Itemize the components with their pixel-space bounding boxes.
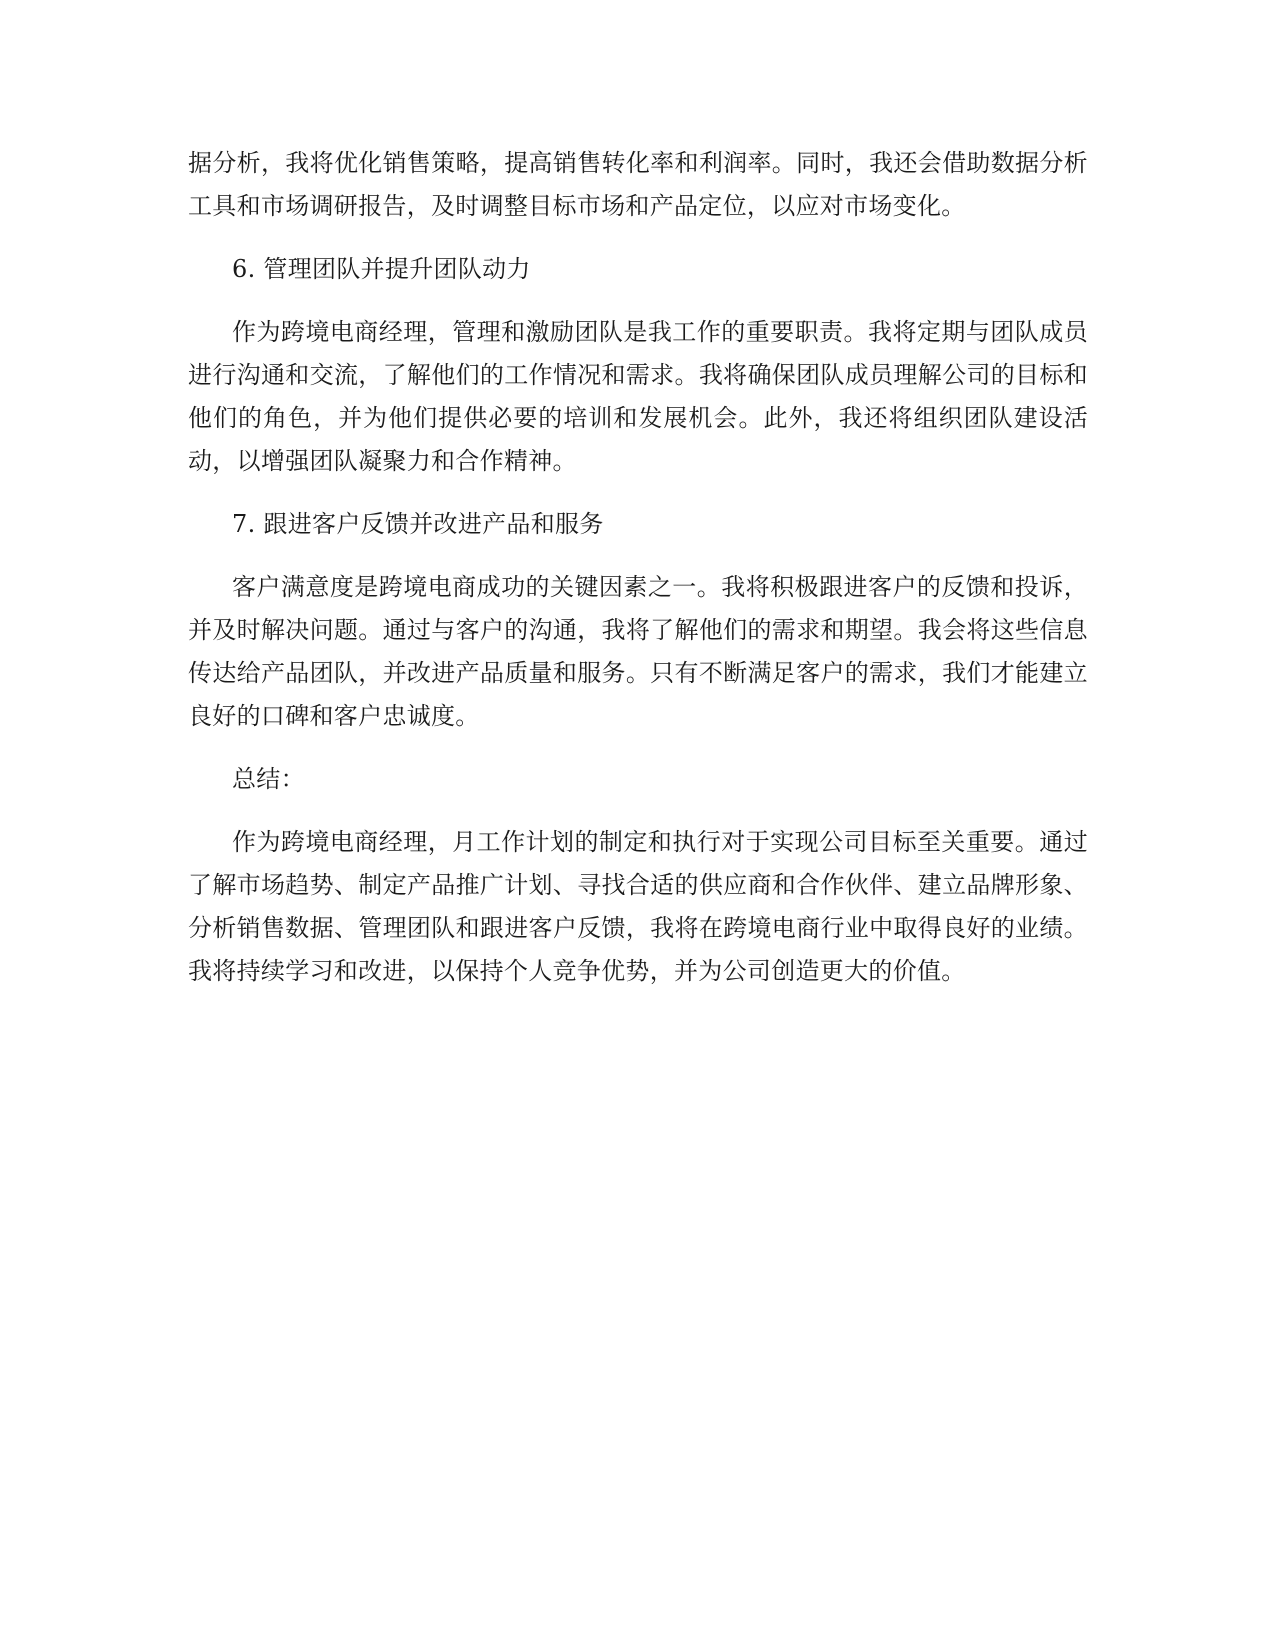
paragraph-summary: 作为跨境电商经理，月工作计划的制定和执行对于实现公司目标至关重要。通过了解市场趋势、制定产品推广计划、寻找合适的供应商和合作伙伴、建立品牌形象、分析销售数据、管理团队和跟进客户反馈，我将在跨境电商行业中取得良好的业绩。我将持续学习和改进，以保持个人竞争优势，并为公司创造更大的价值。 [188,828,1088,985]
paragraph-gap [188,801,1088,821]
paragraph-gap [188,291,1088,311]
paragraph-team-management: 作为跨境电商经理，管理和激励团队是我工作的重要职责。我将定期与团队成员进行沟通和交流，了解他们的工作情况和需求。我将确保团队成员理解公司的目标和他们的角色，并为他们提供必要的培训和发展机会。此外，我还将组织团队建设活动，以增强团队凝聚力和合作精神。 [188,318,1088,475]
section-heading-customer-feedback: 7. 跟进客户反馈并改进产品和服务 [232,510,604,538]
paragraph-data-analysis-continued: 据分析，我将优化销售策略，提高销售转化率和利润率。同时，我还会借助数据分析工具和市场调研报告，及时调整目标市场和产品定位，以应对市场变化。 [188,149,1088,220]
paragraph-gap [188,483,1088,503]
section-heading-summary: 总结： [232,765,305,793]
document-body [188,142,1088,993]
paragraph-gap [188,738,1088,758]
paragraph-customer-feedback: 客户满意度是跨境电商成功的关键因素之一。我将积极跟进客户的反馈和投诉，并及时解决问题。通过与客户的沟通，我将了解他们的需求和期望。我会将这些信息传达给产品团队，并改进产品质量和服务。只有不断满足客户的需求，我们才能建立良好的口碑和客户忠诚度。 [188,573,1088,730]
section-heading-team-management: 6. 管理团队并提升团队动力 [232,255,531,283]
paragraph-gap [188,228,1088,248]
paragraph-gap [188,546,1088,566]
